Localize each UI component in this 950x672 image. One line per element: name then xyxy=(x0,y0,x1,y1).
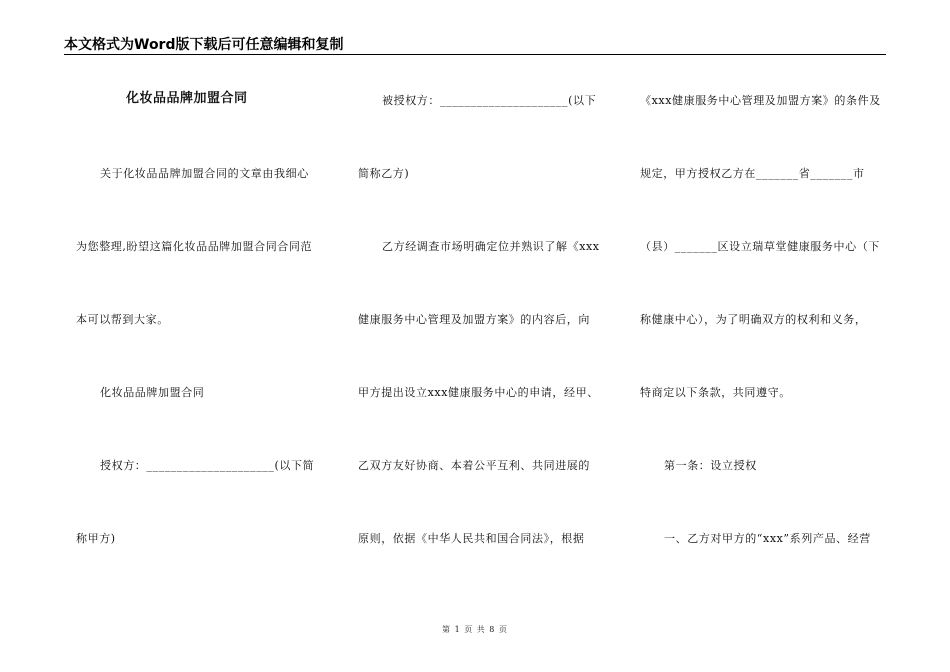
text-line-content: 甲方提出设立xxx健康服务中心的申请，经甲、 xyxy=(358,386,599,399)
text-line xyxy=(358,518,608,591)
text-line xyxy=(76,226,326,299)
text-line-content: 原则，依据《中华人民共和国合同法》，根据 xyxy=(358,532,585,545)
text-line xyxy=(358,372,608,445)
text-line-content: 《xxx健康服务中心管理及加盟方案》的条件及 xyxy=(640,94,881,107)
text-line-content: 授权方：_____________________(以下简 xyxy=(100,459,315,472)
text-line xyxy=(76,153,326,226)
text-line-content: 乙双方友好协商、本着公平互利、共同进展的 xyxy=(358,459,590,472)
text-line xyxy=(640,80,890,153)
text-line xyxy=(358,445,608,518)
text-line xyxy=(358,153,608,226)
text-line-content: 为您整理,盼望这篇化妆品品牌加盟合同合同范 xyxy=(76,240,313,253)
text-line-content: 关于化妆品品牌加盟合同的文章由我细心 xyxy=(100,167,309,180)
text-line-content: （县）_______区设立瑞草堂健康服务中心（下 xyxy=(640,240,880,253)
document-title-text: 化妆品品牌加盟合同 xyxy=(126,91,248,106)
header-divider xyxy=(64,54,886,55)
text-line-content: 本可以帮到大家。 xyxy=(76,313,169,326)
text-line-content: 规定，甲方授权乙方在_______省_______市 xyxy=(640,167,865,180)
text-line xyxy=(76,518,326,591)
text-line xyxy=(640,372,890,445)
document-title xyxy=(76,80,326,153)
text-line xyxy=(640,153,890,226)
text-line-content: 简称乙方) xyxy=(358,167,410,180)
text-line xyxy=(358,80,608,153)
text-line xyxy=(76,299,326,372)
text-line xyxy=(640,445,890,518)
text-column-3 xyxy=(640,80,890,591)
text-line-content: 称甲方) xyxy=(76,532,116,545)
text-line xyxy=(76,372,326,445)
text-line xyxy=(358,299,608,372)
text-line xyxy=(640,299,890,372)
text-line-content: 称健康中心），为了明确双方的权利和义务， xyxy=(640,313,867,326)
text-line-content: 一、乙方对甲方的“xxx”系列产品、经营 xyxy=(664,532,871,545)
text-line-content: 特商定以下条款，共同遵守。 xyxy=(640,386,791,399)
text-column-1 xyxy=(76,80,326,591)
text-line xyxy=(640,226,890,299)
text-line-content: 被授权方：_____________________(以下 xyxy=(382,94,597,107)
text-column-2 xyxy=(358,80,608,591)
text-line xyxy=(640,518,890,591)
text-line-content: 化妆品品牌加盟合同 xyxy=(100,386,205,399)
text-line xyxy=(358,226,608,299)
text-line xyxy=(76,445,326,518)
text-line-content: 第一条：设立授权 xyxy=(664,459,757,472)
document-header-title: 本文格式为Word版下载后可任意编辑和复制 xyxy=(64,37,344,53)
text-line-content: 健康服务中心管理及加盟方案》的内容后，向 xyxy=(358,313,590,326)
text-line-content: 乙方经调查市场明确定位并熟识了解《xxx xyxy=(382,240,600,253)
page-number: 第 1 页 共 8 页 xyxy=(442,625,508,634)
